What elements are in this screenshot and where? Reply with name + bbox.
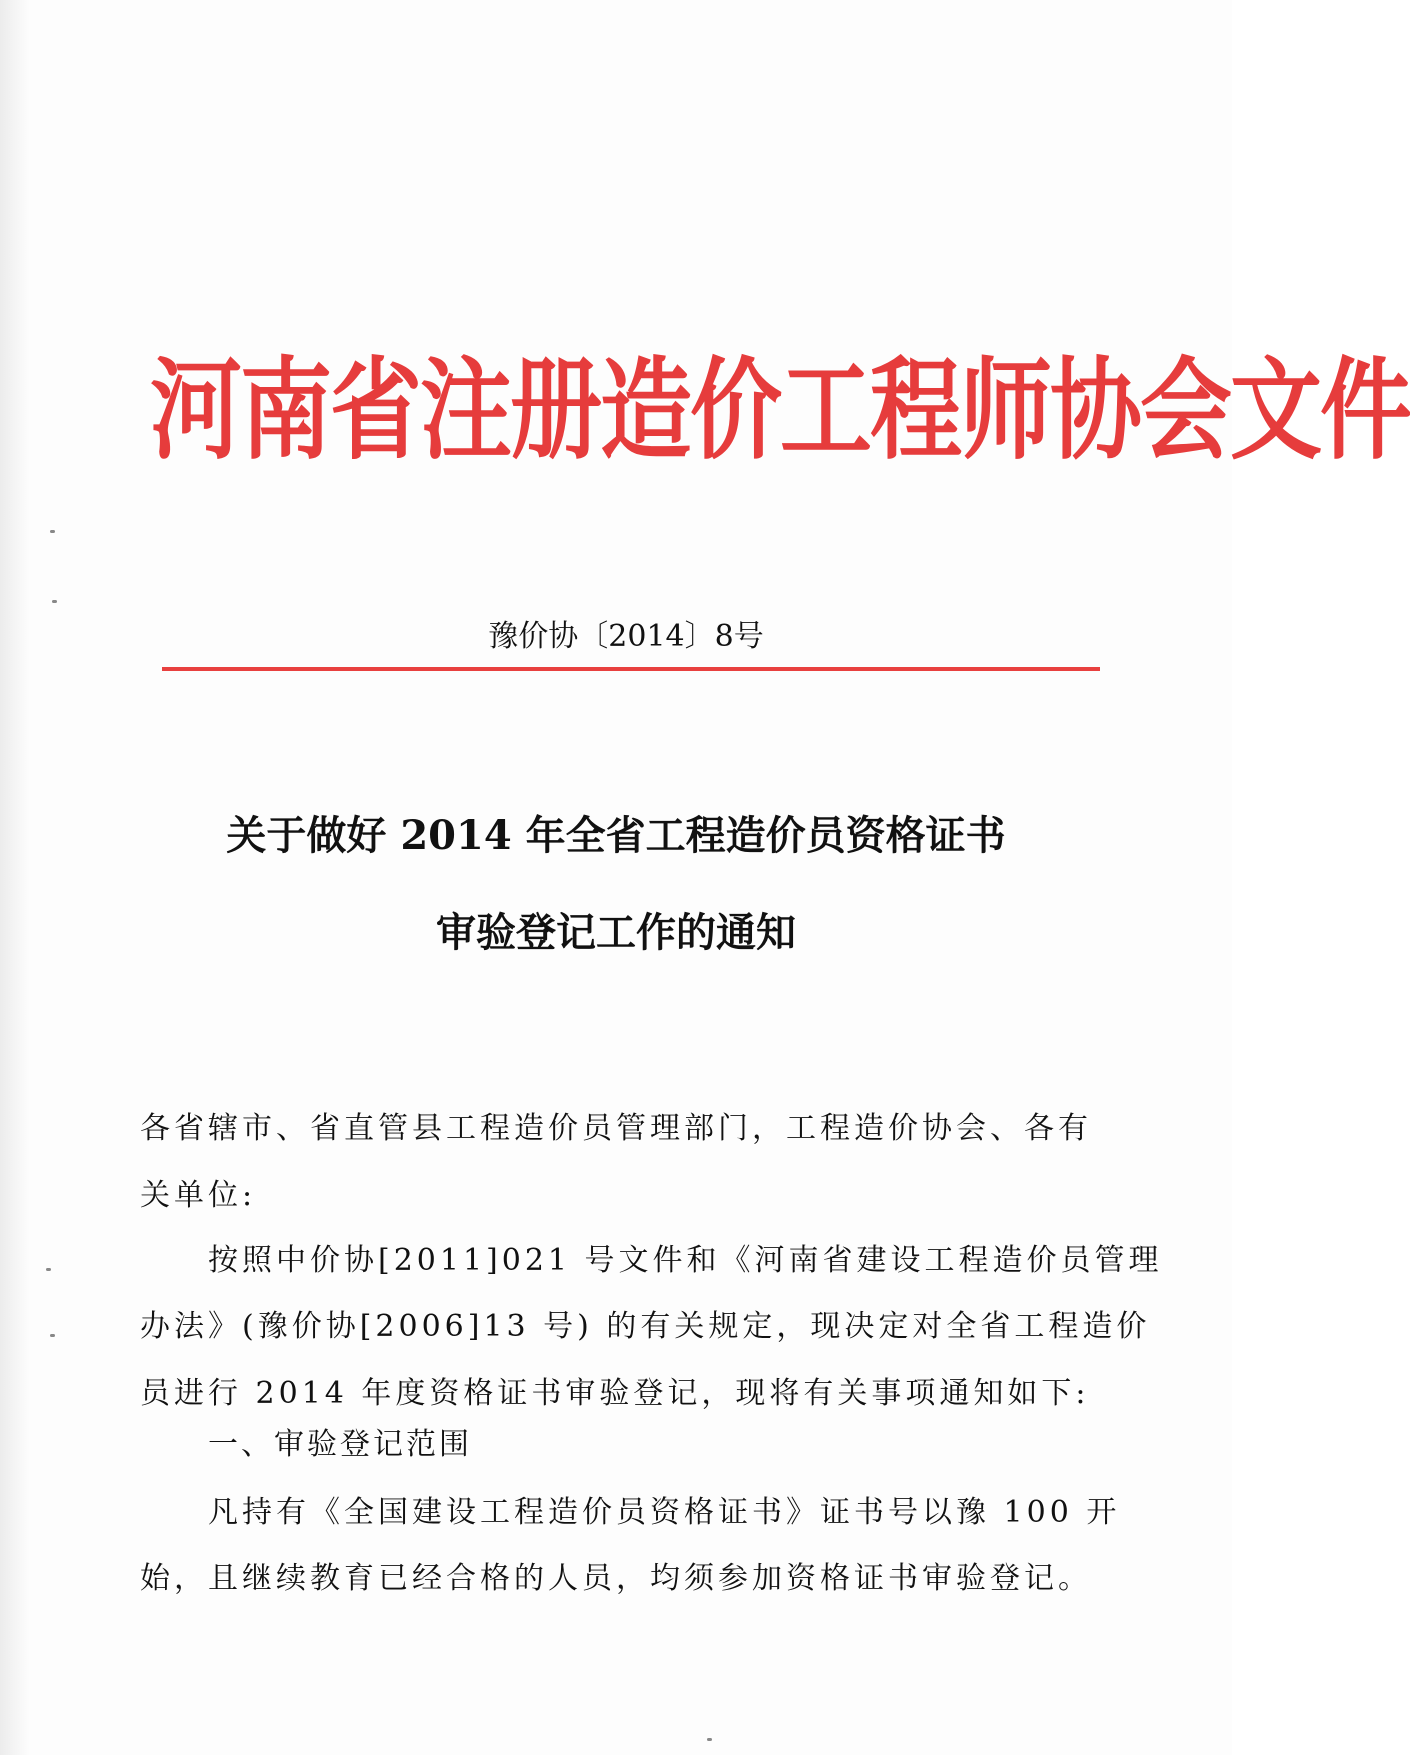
notice-title-line-1: 关于做好 2014 年全省工程造价员资格证书 <box>226 812 1006 859</box>
red-divider-line <box>162 667 1100 671</box>
paragraph-2-line-1: 凡持有《全国建设工程造价员资格证书》证书号以豫 100 开 <box>208 1495 1121 1530</box>
document-number: 豫价协〔2014〕8号 <box>488 619 764 654</box>
scan-speck <box>50 530 55 533</box>
paragraph-1-line-2: 办法》(豫价协[2006]13 号) 的有关规定，现决定对全省工程造价 <box>140 1309 1151 1344</box>
addressee-line-1: 各省辖市、省直管县工程造价员管理部门，工程造价协会、各有 <box>140 1111 1092 1146</box>
scan-speck <box>46 1268 51 1271</box>
paragraph-2-line-2: 始，且继续教育已经合格的人员，均须参加资格证书审验登记。 <box>140 1561 1092 1596</box>
section-1-heading: 一、审验登记范围 <box>208 1427 472 1462</box>
paragraph-1-line-3: 员进行 2014 年度资格证书审验登记，现将有关事项通知如下: <box>140 1376 1090 1411</box>
red-header-title: 河南省注册造价工程师协会文件 <box>150 345 1410 475</box>
scan-speck <box>50 1334 55 1337</box>
addressee-line-2: 关单位: <box>140 1178 257 1213</box>
notice-title-line-2: 审验登记工作的通知 <box>436 909 796 956</box>
scan-speck <box>52 600 57 603</box>
paragraph-1-line-1: 按照中价协[2011]021 号文件和《河南省建设工程造价员管理 <box>208 1243 1163 1278</box>
scan-speck <box>707 1738 712 1741</box>
scan-edge-shadow <box>0 0 30 1755</box>
